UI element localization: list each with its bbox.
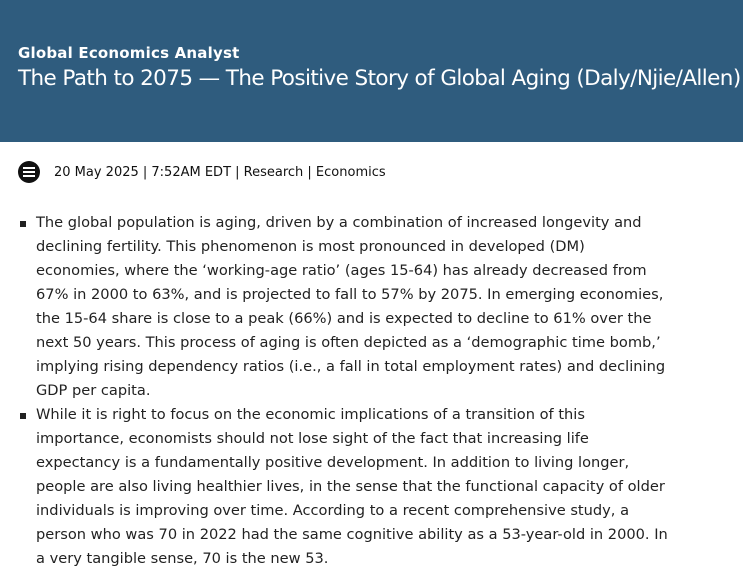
report-meta bbox=[18, 160, 386, 184]
bullet-text: The global population is aging, driven by a combination of increased longevity and declining fertility. This phenomenon is most pronounced in developed (DM) economies, where the ‘working-age ratio’ (ages 15-64) has already decreased from 67% in 2000 to 63%, and is projected to fall to 57% by 2075. In emerging economies, the 15-64 share is close to a peak (66%) and is expected to decline to 61% over the next 50 years. This process of aging is often depicted as a ‘demographic time bomb,’ implying rising dependency ratios (i.e., a fall in total employment rates) and declining GDP per capita. bbox=[36, 214, 666, 399]
bullet-marker bbox=[20, 413, 26, 419]
summary-bullets bbox=[18, 211, 718, 571]
bullet-item bbox=[18, 211, 671, 403]
meta-text: 20 May 2025 | 7:52AM EDT | Research | Economics bbox=[54, 164, 386, 180]
bullet-text: While it is right to focus on the economic implications of a transition of this importance, economists should not lose sight of the fact that increasing life expectancy is a fundamentally positive development. In addition to living longer, people are also living healthier lives, in the sense that the functional capacity of older individuals is improving over time. According to a recent comprehensive study, a person who was 70 in 2022 had the same cognitive ability as a 53-year-old in 2000. In a very tangible sense, 70 is the new 53. bbox=[36, 406, 668, 567]
report-title: The Path to 2075 — The Positive Story of Global Aging (Daly/Njie/Allen) bbox=[18, 66, 741, 91]
report-header bbox=[0, 0, 743, 142]
series-name: Global Economics Analyst bbox=[18, 44, 240, 62]
bullet-item bbox=[18, 403, 671, 571]
bullet-marker bbox=[20, 221, 26, 227]
document-list-icon bbox=[18, 161, 40, 183]
